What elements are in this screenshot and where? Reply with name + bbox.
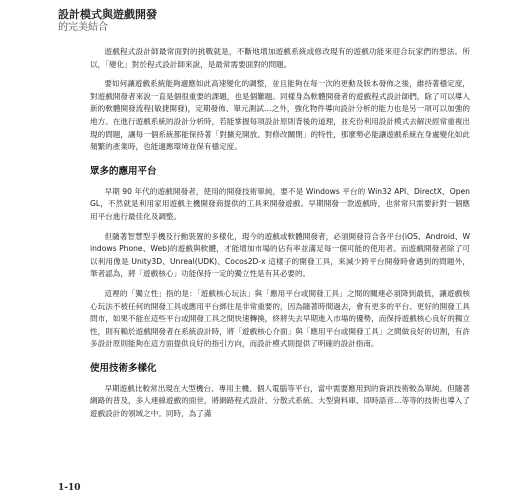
- paragraph: 這裡的「獨立性」指的是：「遊戲核心玩法」與「應用平台或開發工具」之間的關連必須降到最低，讓遊戲核心玩法不被任何的開發工具或應用平台綁住是非常重要的，因為隨著時間過去，會有更多的平台、更好的開發工具問市，如果不能在這些平台或開發工具之間快速轉換，終將失去早期進入市場的優勢，而保持遊戲核心良好的獨立性，則有賴於遊戲開發者在系統設計時，將「遊戲核心介面」與「應用平台或開發工具」之間做良好的切割，有許多設計原則能夠在這方面提供良好的指引方向，而設計模式則提供了明確的設計指南。: [90, 288, 470, 349]
- page-body: [90, 46, 470, 428]
- book-title: 設計模式與遊戲開發: [58, 8, 157, 21]
- paragraph: 但隨著智慧型手機及行動裝置的多樣化，現今的遊戲或軟體開發者，必須開發符合各平台(iOS、Android、Windows Phone、Web)的遊戲與軟體，才能增加市場的佔有率並滿足每一個可能的使用者。而遊戲開發者除了可以利用像是 Unity3D、Unreal(UDK)、Cocos2D-x 這樣子的開發工具，來減少跨平台開發時會遇到的問題外，筆者認為，將「遊戲核心」功能保持一定的獨立性是有其必要的。: [90, 231, 470, 279]
- running-header: [58, 8, 157, 34]
- page-number: 1-10: [58, 483, 81, 493]
- paragraph: 遊戲程式設計師最常面對的挑戰就是，不斷地增加遊戲系統或修改現有的遊戲功能來迎合玩家們的想法。所以，「變化」對於程式設計師來說，是最常需要面對的問題。: [90, 47, 470, 69]
- book-subtitle: 的完美結合: [58, 22, 108, 33]
- paragraph: 要如何讓遊戲系統能夠適應如此高速變化的調整，並且能夠在每一次的更動及版本發佈之後，維持著穩定度，對遊戲開發者來說一直是個很重要的課題，也是個難題。同樣身為軟體開發者的遊戲程式設計師們，除了可以導入新的軟體開發流程(敏捷開發)，定期發佈、單元測試…之外，強化物件導向設計分析的能力也是另一項可以加強的地方。在進行遊戲系統的設計分析時，若能掌握每項設計原則背後的道理，並充份利用設計模式去解決經常重複出現的問題，讓每一個系統都能保持著「對擴充開放、對修改關閉」的特性，那麼勢必能讓遊戲系統在身處變化如此頻繁的產業時，也能適應環境並保有穩定度。: [90, 79, 470, 152]
- paragraph: 早期遊戲比較常出現在大型機台、專用主機、個人電腦等平台，當中需要應用到的資訊技術較為單純。但隨著網路的普及，多人連線遊戲的面世，將網路程式設計、分散式系統、大型資料庫、即時語音…等等的技術也導入了遊戲設計的領域之中。同時，為了滿: [90, 383, 470, 419]
- paragraph: 早期 90 年代的遊戲開發者，使用的開發技術單純，要不是 Windows 平台的 Win32 API、DirectX、OpenGL，不然就是利用家用遊戲主機開發商提供的工具來開發遊戲。早期開發一款遊戲時，也常常只需要針對一個應用平台進行最佳化及調整。: [90, 186, 470, 221]
- section-heading: 眾多的應用平台: [90, 165, 157, 177]
- section-heading: 使用技術多樣化: [90, 362, 157, 374]
